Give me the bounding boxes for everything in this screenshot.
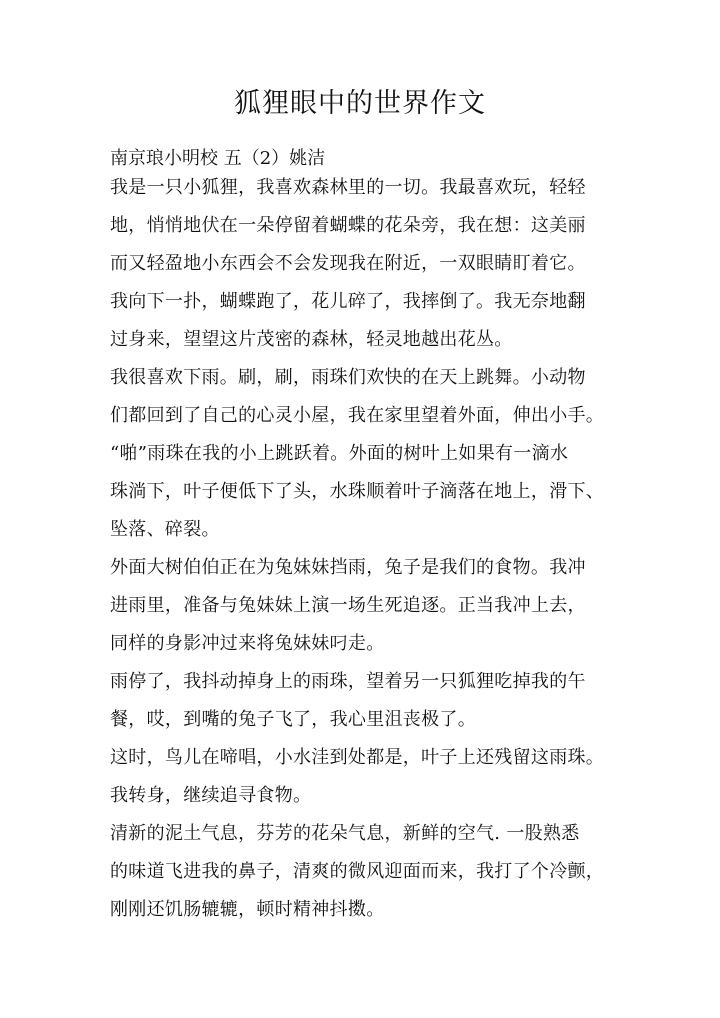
body-line: 坠落、碎裂。	[110, 519, 220, 540]
body-line: 过身来，望望这片茂密的森林，轻灵地越出花丛。	[110, 329, 513, 350]
body-line: 进雨里，准备与兔妹妹上演一场生死追逐。正当我冲上去，	[110, 595, 586, 616]
author-line: 南京琅小明校 五（2）姚洁	[110, 148, 326, 169]
body-line: 珠淌下，叶子便低下了头，水珠顺着叶子滴落在地上，滑下、	[110, 481, 605, 502]
body-line: 我很喜欢下雨。刷，刷，雨珠们欢快的在天上跳舞。小动物	[110, 367, 586, 388]
body-line: 外面大树伯伯正在为兔妹妹挡雨，兔子是我们的食物。我冲	[110, 557, 586, 578]
body-line: “啪”雨珠在我的小上跳跃着。外面的树叶上如果有一滴水	[110, 443, 569, 464]
body-line: 我向下一扑，蝴蝶跑了，花儿碎了，我摔倒了。我无奈地翻	[110, 291, 586, 312]
body-line: 餐，哎，到嘴的兔子飞了，我心里沮丧极了。	[110, 709, 476, 730]
document-title: 狐狸眼中的世界作文	[234, 88, 486, 119]
body-line: 我转身，继续追寻食物。	[110, 785, 312, 806]
body-line: 刚刚还饥肠辘辘，顿时精神抖擞。	[110, 899, 385, 920]
body-line: 地，悄悄地伏在一朵停留着蝴蝶的花朵旁，我在想：这美丽	[110, 215, 586, 236]
body-line: 清新的泥土气息，芬芳的花朵气息，新鲜的空气. 一股熟悉	[110, 823, 580, 844]
body-line: 我是一只小狐狸，我喜欢森林里的一切。我最喜欢玩，轻轻	[110, 177, 586, 198]
body-line: 的味道飞进我的鼻子，清爽的微风迎面而来，我打了个冷颤，	[110, 861, 605, 882]
body-line: 这时，鸟儿在啼唱，小水洼到处都是，叶子上还残留这雨珠。	[110, 747, 605, 768]
body-line: 而又轻盈地小东西会不会发现我在附近，一双眼睛盯着它。	[110, 253, 586, 274]
body-line: 同样的身影冲过来将兔妹妹叼走。	[110, 633, 385, 654]
body-line: 们都回到了自己的心灵小屋，我在家里望着外面，伸出小手。	[110, 405, 605, 426]
body-line: 雨停了，我抖动掉身上的雨珠，望着另一只狐狸吃掉我的午	[110, 671, 586, 692]
